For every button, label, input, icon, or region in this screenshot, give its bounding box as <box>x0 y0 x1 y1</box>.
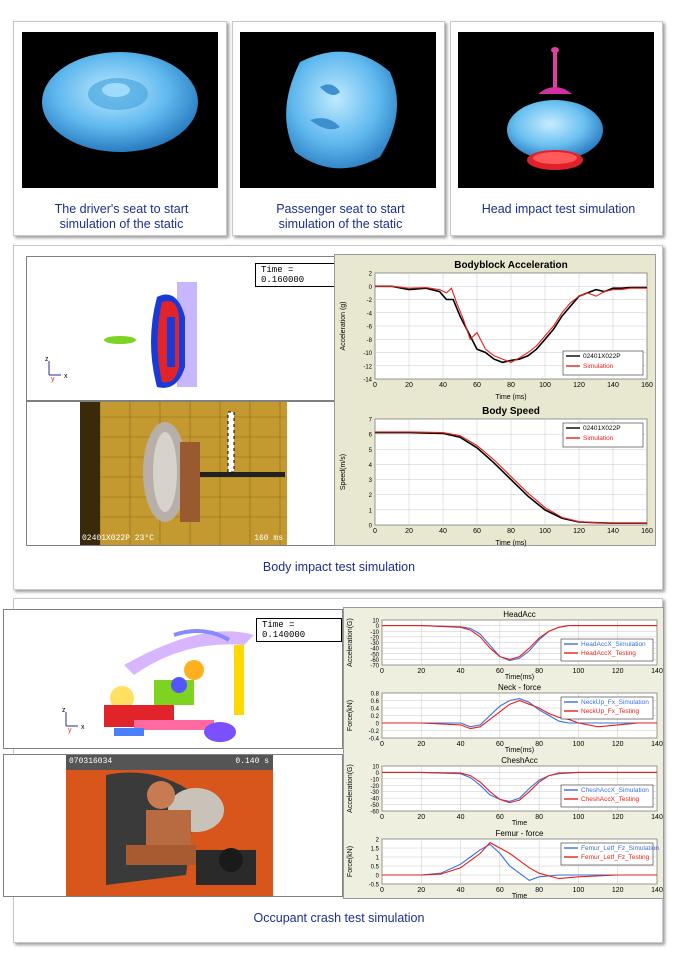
x-tick-label: 80 <box>535 887 544 894</box>
y-tick-label: -50 <box>370 803 379 810</box>
x-tick-label: 0 <box>380 741 384 748</box>
x-tick-label: 100 <box>572 741 585 748</box>
chart-neck-force <box>344 681 665 754</box>
legend-label: Femur_Letf_Fz_Simulation <box>581 845 660 852</box>
head-impact-render <box>458 32 654 188</box>
occupant-time-readout: Time = 0.140000 <box>256 618 342 642</box>
y-axis-label: Speed(m/s) <box>340 453 347 491</box>
x-tick-label: 160 <box>641 382 653 389</box>
x-tick-label: 0 <box>380 814 384 821</box>
occupant-sim-panel <box>3 609 343 749</box>
y-tick-label: -6 <box>366 324 372 331</box>
x-tick-label: 0 <box>373 528 377 535</box>
x-tick-label: 80 <box>535 668 544 675</box>
y-tick-label: 0 <box>368 284 372 291</box>
x-axis-label: Time(ms) <box>504 674 535 681</box>
x-tick-label: 100 <box>539 382 551 389</box>
x-tick-label: 60 <box>495 741 504 748</box>
x-tick-label: 40 <box>456 887 465 894</box>
x-tick-label: 140 <box>651 741 663 748</box>
chart-cheshacc <box>344 754 665 827</box>
occupant-photo-panel <box>3 754 343 897</box>
chart-bodyblock-acc <box>335 255 657 401</box>
y-tick-label: 1.5 <box>370 846 379 853</box>
y-tick-label: 0.6 <box>370 699 379 705</box>
svg-text:z: z <box>62 707 66 714</box>
y-tick-label: -2 <box>366 298 372 304</box>
x-tick-label: 160 <box>641 528 653 535</box>
x-tick-label: 60 <box>495 887 504 894</box>
y-tick-label: 3 <box>368 478 372 485</box>
x-axis-label: Time (ms) <box>495 540 527 547</box>
occupant-card <box>13 598 663 943</box>
axis-triad-label: z <box>45 356 49 363</box>
passenger-seat-image <box>240 32 436 188</box>
y-tick-label: -40 <box>370 646 379 653</box>
chart-title: CheshAcc <box>501 756 538 765</box>
chart-title: Neck - force <box>497 683 542 692</box>
body-test-photo <box>80 402 287 545</box>
y-tick-label: -12 <box>363 364 372 371</box>
x-tick-label: 40 <box>439 528 447 535</box>
y-tick-label: -30 <box>370 641 379 647</box>
legend-label: CheshAccX_Simulation <box>581 787 649 794</box>
driver-airbag-render <box>22 32 218 188</box>
x-tick-label: 0 <box>380 887 384 894</box>
y-axis-label: Force(kN) <box>347 845 354 878</box>
y-axis-label: Acceleration(G) <box>347 764 354 813</box>
y-tick-label: -4 <box>366 311 372 318</box>
body-sim-panel <box>26 256 346 401</box>
y-tick-label: 10 <box>372 618 379 625</box>
y-tick-label: 4 <box>368 462 372 469</box>
x-tick-label: 100 <box>539 528 551 535</box>
x-tick-label: 120 <box>573 382 585 389</box>
x-tick-label: 80 <box>507 528 515 535</box>
x-axis-label: Time(ms) <box>504 747 535 754</box>
chart-femur-force <box>344 827 665 900</box>
chart-body-speed <box>335 401 657 547</box>
y-tick-label: -20 <box>370 635 379 642</box>
y-axis-label: Force(kN) <box>347 699 354 732</box>
body-chart-area <box>334 254 656 546</box>
x-tick-label: 20 <box>417 668 426 675</box>
x-tick-label: 120 <box>611 887 624 894</box>
y-tick-label: 7 <box>368 417 372 424</box>
x-tick-label: 140 <box>651 814 663 821</box>
y-tick-label: 0.5 <box>370 864 379 871</box>
x-tick-label: 20 <box>405 382 413 389</box>
y-tick-label: -14 <box>363 377 372 384</box>
y-tick-label: 2 <box>368 271 372 278</box>
body-block-render <box>27 257 347 402</box>
x-tick-label: 100 <box>572 887 585 894</box>
y-tick-label: 2 <box>368 493 372 500</box>
svg-text:x: x <box>81 724 85 731</box>
x-tick-label: 20 <box>417 814 426 821</box>
y-tick-label: -10 <box>370 629 379 636</box>
driver-seat-caption: The driver's seat to start simulation of the static <box>54 202 189 231</box>
x-tick-label: 40 <box>456 814 465 821</box>
y-tick-label: 6 <box>368 432 372 439</box>
x-tick-label: 80 <box>507 382 515 389</box>
legend-label: Simulation <box>583 435 614 442</box>
y-tick-label: 10 <box>372 764 379 771</box>
legend-label: NeckUp_Fx_Testing <box>581 708 640 715</box>
sim-time-readout: Time = 0.160000 <box>255 263 345 287</box>
x-tick-label: 0 <box>373 382 377 389</box>
y-tick-label: 0.8 <box>370 691 379 698</box>
x-tick-label: 140 <box>651 668 663 675</box>
x-tick-label: 140 <box>607 528 619 535</box>
y-tick-label: -40 <box>370 796 379 803</box>
x-tick-label: 60 <box>473 382 481 389</box>
y-tick-label: -10 <box>363 351 372 357</box>
x-tick-label: 100 <box>572 668 585 675</box>
legend-label: HeadAccX_Testing <box>581 650 636 657</box>
y-tick-label: 0 <box>375 873 379 880</box>
x-axis-label: Time (ms) <box>495 394 527 401</box>
y-tick-label: -8 <box>366 337 372 344</box>
svg-text:y: y <box>68 727 72 734</box>
y-tick-label: 1 <box>375 855 379 862</box>
x-tick-label: 120 <box>573 528 585 535</box>
x-tick-label: 120 <box>611 814 624 821</box>
y-tick-label: 0 <box>368 523 372 530</box>
x-tick-label: 120 <box>611 741 624 748</box>
y-tick-label: 0 <box>375 770 379 777</box>
x-tick-label: 140 <box>607 382 619 389</box>
y-tick-label: -0.2 <box>368 729 379 735</box>
legend-label: NeckUp_Fx_Simulation <box>581 699 649 706</box>
y-tick-label: 0.4 <box>370 706 379 713</box>
passenger-seat-card <box>232 21 445 236</box>
x-axis-label: Time <box>511 820 528 827</box>
y-tick-label: -0.4 <box>368 736 379 743</box>
body-test-photo-panel <box>26 401 346 546</box>
chart-title: Body Speed <box>482 406 540 417</box>
svg-text:x: x <box>64 373 68 380</box>
legend-label: 02401X022P <box>583 425 621 432</box>
x-tick-label: 120 <box>611 668 624 675</box>
x-tick-label: 20 <box>417 741 426 748</box>
y-tick-label: -70 <box>370 663 379 670</box>
driver-seat-image <box>22 32 218 188</box>
legend-label: Simulation <box>583 363 614 370</box>
y-tick-label: 0 <box>375 624 379 631</box>
y-tick-label: 5 <box>368 447 372 454</box>
svg-text:y: y <box>51 376 55 383</box>
x-tick-label: 80 <box>535 741 544 748</box>
occupant-render <box>4 610 344 750</box>
x-tick-label: 140 <box>651 887 663 894</box>
occupant-test-photo <box>66 755 273 896</box>
y-tick-label: -20 <box>370 783 379 790</box>
x-tick-label: 60 <box>495 814 504 821</box>
x-tick-label: 40 <box>456 741 465 748</box>
y-tick-label: 2 <box>375 837 379 844</box>
y-tick-label: 0 <box>375 721 379 728</box>
y-tick-label: -30 <box>370 790 379 797</box>
occupant-photo-time: 0.140 s <box>235 757 269 766</box>
y-tick-label: 1 <box>368 508 372 515</box>
chart-title: Femur - force <box>495 829 544 838</box>
chart-headacc <box>344 608 665 681</box>
head-impact-image <box>458 32 654 188</box>
occupant-caption: Occupant crash test simulation <box>253 911 425 925</box>
passenger-seat-caption: Passenger seat to start simulation of the static <box>276 202 405 231</box>
occupant-photo-id: 070316034 <box>69 757 113 766</box>
y-tick-label: -60 <box>370 809 379 816</box>
y-tick-label: -60 <box>370 657 379 664</box>
x-tick-label: 60 <box>495 668 504 675</box>
x-tick-label: 20 <box>405 528 413 535</box>
legend-label: CheshAccX_Testing <box>581 796 640 803</box>
y-tick-label: -50 <box>370 652 379 659</box>
legend-label: 02401X022P <box>583 353 621 360</box>
x-tick-label: 80 <box>535 814 544 821</box>
y-tick-label: 0.2 <box>370 714 379 720</box>
x-tick-label: 60 <box>473 528 481 535</box>
driver-seat-card <box>13 21 227 236</box>
x-tick-label: 40 <box>456 668 465 675</box>
y-axis-label: Acceleration(G) <box>347 618 354 667</box>
x-tick-label: 0 <box>380 668 384 675</box>
head-impact-card <box>450 21 663 236</box>
x-axis-label: Time <box>511 893 528 900</box>
chart-title: HeadAcc <box>503 610 536 619</box>
x-tick-label: 40 <box>439 382 447 389</box>
x-tick-label: 100 <box>572 814 585 821</box>
occupant-chart-area <box>343 607 664 899</box>
y-axis-label: Acceleration (g) <box>340 301 347 351</box>
chart-title: Bodyblock Acceleration <box>454 260 568 271</box>
photo-time-label: 160 ms <box>254 534 283 543</box>
legend-label: HeadAccX_Simulation <box>581 641 646 648</box>
body-impact-card <box>13 245 663 590</box>
passenger-airbag-render <box>240 32 436 188</box>
legend-label: Femur_Letf_Fz_Testing <box>581 854 650 861</box>
y-tick-label: -0.5 <box>368 882 379 889</box>
body-impact-caption: Body impact test simulation <box>262 560 416 574</box>
x-tick-label: 20 <box>417 887 426 894</box>
photo-id-label: 02401X022P 23°C <box>82 534 155 543</box>
y-tick-label: -10 <box>370 777 379 784</box>
head-impact-caption: Head impact test simulation <box>481 202 636 216</box>
